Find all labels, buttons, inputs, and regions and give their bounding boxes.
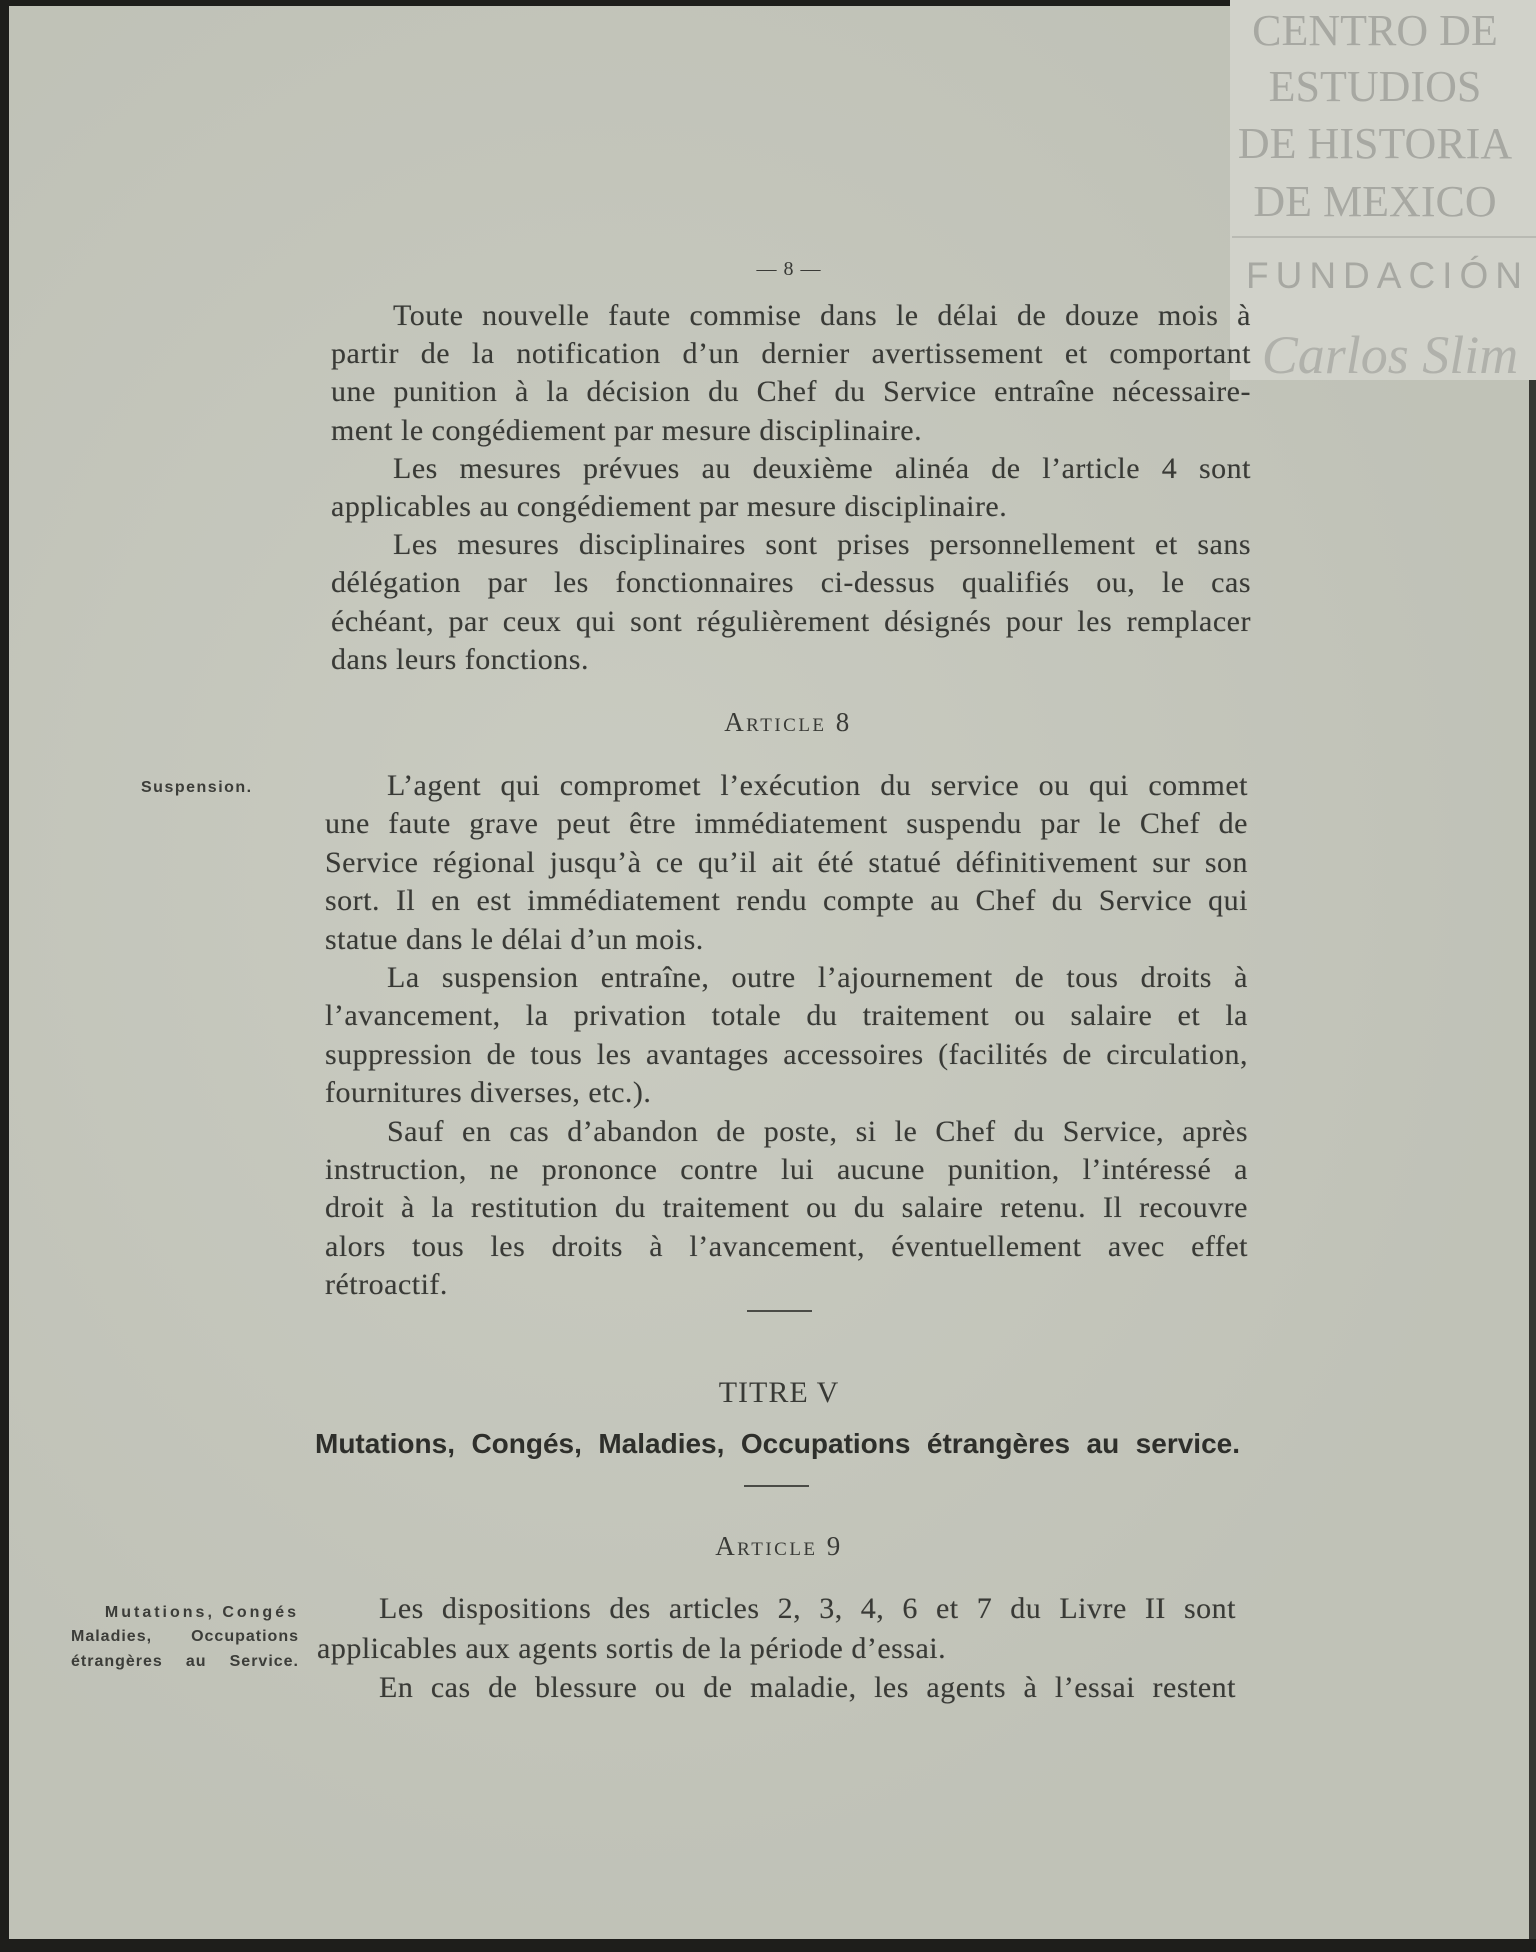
watermark-signature: Carlos Slim <box>1261 325 1519 385</box>
text-line: une faute grave peut être immédiatement suspendu par le Chef de <box>325 807 1248 841</box>
watermark-line: ESTUDIOS <box>1268 62 1482 111</box>
text-line: délégation par les fonctionnaires ci-dessus qualifiés ou, le cas <box>331 566 1251 600</box>
text-line: fournitures diverses, etc.). <box>325 1076 652 1110</box>
paragraph <box>317 1589 1236 1668</box>
text-line: dans leurs fonctions. <box>331 642 589 676</box>
text-line: La suspension entraîne, outre l’ajournement de tous droits à <box>387 960 1248 994</box>
text-line: Sauf en cas d’abandon de poste, si le Chef du Service, après <box>387 1114 1248 1148</box>
text-line: En cas de blessure ou de maladie, les agents à l’essai restent <box>379 1671 1236 1704</box>
scan-border-bottom <box>0 1939 1536 1952</box>
paragraph <box>331 526 1251 679</box>
text-line: Les mesures disciplinaires sont prises personnellement et sans <box>393 528 1251 562</box>
text-line: sort. Il en est immédiatement rendu compte au Chef du Service qui <box>325 884 1248 918</box>
margin-note-mutations <box>71 1601 299 1674</box>
watermark-line: DE MEXICO <box>1253 177 1497 226</box>
text-block-article-9 <box>317 1589 1236 1708</box>
watermark-foundation: FUNDACIÓN <box>1246 255 1529 296</box>
paragraph <box>325 767 1248 959</box>
text-line: échéant, par ceux qui sont régulièrement désignés pour les remplacer <box>331 604 1251 638</box>
text-line: instruction, ne prononce contre lui aucune punition, l’intéressé a <box>325 1152 1248 1186</box>
watermark-divider <box>1232 236 1536 238</box>
text-line: une punition à la décision du Chef du Service entraîne nécessaire- <box>331 375 1251 409</box>
text-line: rétroactif. <box>325 1268 448 1302</box>
paragraph <box>331 450 1251 526</box>
text-line: alors tous les droits à l’avancement, éventuellement avec effet <box>325 1229 1248 1263</box>
margin-note-line: Mutations, Congés <box>104 1604 299 1621</box>
article-9-heading: Article 9 <box>715 1531 843 1561</box>
paragraph <box>325 959 1248 1113</box>
text-line: Les mesures prévues au deuxième alinéa de l’article 4 sont <box>393 451 1251 485</box>
scan-border-left <box>0 0 9 1952</box>
text-line: droit à la restitution du traitement ou du salaire retenu. Il recouvre <box>325 1191 1248 1225</box>
text-line: ment le congédiement par mesure disciplinaire. <box>331 413 923 447</box>
text-line: applicables au congédiement par mesure disciplinaire. <box>331 489 1008 523</box>
watermark <box>1230 0 1536 385</box>
title-heading: TITRE V <box>718 1376 840 1409</box>
paragraph <box>317 1668 1236 1708</box>
text-line: Service régional jusqu’à ce qu’il ait été statué définitivement sur son <box>325 845 1248 879</box>
margin-note-line: étrangères au Service. <box>71 1652 299 1670</box>
text-line: Toute nouvelle faute commise dans le délai de douze mois à <box>393 299 1251 332</box>
section-divider <box>744 1485 809 1487</box>
article-8-heading: Article 8 <box>724 707 852 737</box>
text-block-continuation <box>331 297 1251 679</box>
text-line: Les dispositions des articles 2, 3, 4, 6 et 7 du Livre II sont <box>379 1592 1236 1625</box>
text-line: L’agent qui compromet l’exécution du service ou qui commet <box>387 769 1248 802</box>
scan-border-right <box>1529 380 1536 1952</box>
watermark-line: CENTRO DE <box>1252 6 1498 55</box>
paragraph <box>331 297 1251 450</box>
margin-note-line: Maladies, Occupations <box>71 1628 299 1646</box>
page-number: — 8 — <box>756 258 822 280</box>
paragraph <box>325 1113 1248 1305</box>
text-line: partir de la notification d’un dernier avertissement et comportant <box>331 337 1251 371</box>
text-line: statue dans le délai d’un mois. <box>325 922 704 956</box>
scan-border-top <box>0 0 1230 6</box>
watermark-line: DE HISTORIA <box>1237 119 1513 168</box>
text-block-article-8 <box>325 767 1248 1304</box>
text-line: applicables aux agents sortis de la période d’essai. <box>317 1631 947 1665</box>
section-divider <box>747 1310 812 1312</box>
title-subheading: Mutations, Congés, Maladies, Occupations étrangères au service. <box>315 1428 1240 1459</box>
text-line: l’avancement, la privation totale du traitement ou salaire et la <box>325 999 1248 1033</box>
margin-note-suspension: Suspension. <box>141 779 253 796</box>
text-line: suppression de tous les avantages accessoires (facilités de circulation, <box>325 1037 1248 1071</box>
